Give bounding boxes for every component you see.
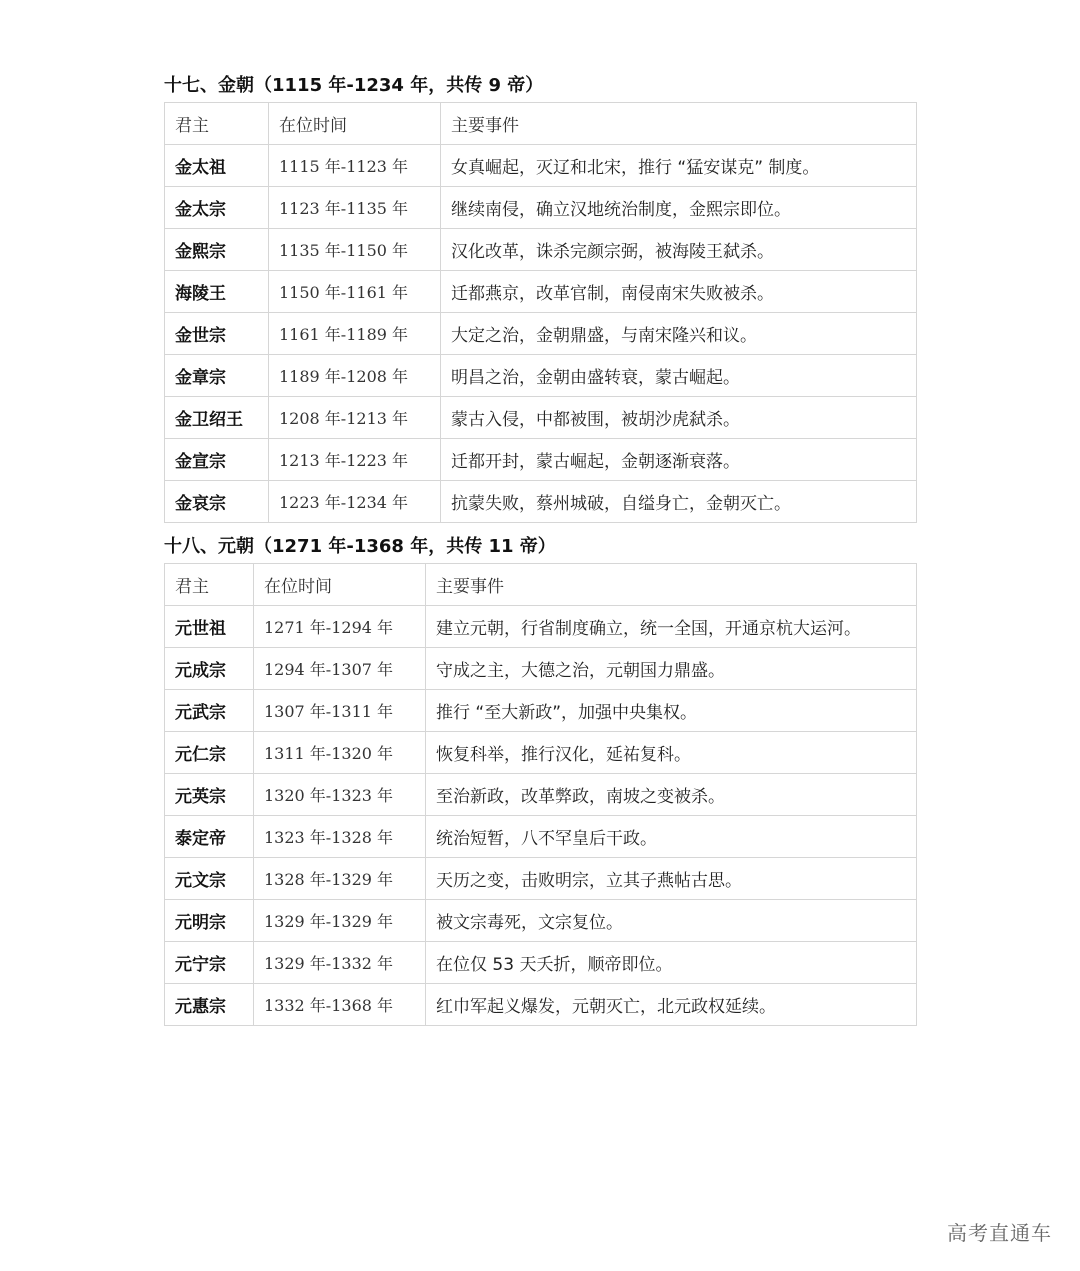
period-cell: 1123 年-1135 年: [269, 187, 441, 229]
table-header-row: [165, 564, 917, 606]
table-row: [165, 774, 917, 816]
header-ruler: 君主: [165, 564, 254, 606]
period-cell: 1329 年-1332 年: [254, 942, 426, 984]
period-cell: 1223 年-1234 年: [269, 481, 441, 523]
table-row: [165, 690, 917, 732]
ruler-cell: 金太宗: [165, 187, 269, 229]
table-row: [165, 397, 917, 439]
event-cell: 继续南侵，确立汉地统治制度，金熙宗即位。: [441, 187, 917, 229]
ruler-cell: 金哀宗: [165, 481, 269, 523]
event-cell: 被文宗毒死，文宗复位。: [426, 900, 917, 942]
event-cell: 红巾军起义爆发，元朝灭亡，北元政权延续。: [426, 984, 917, 1026]
period-cell: 1320 年-1323 年: [254, 774, 426, 816]
watermark: 高考直通车: [947, 1221, 1052, 1245]
table-row: [165, 606, 917, 648]
period-cell: 1307 年-1311 年: [254, 690, 426, 732]
table-row: [165, 355, 917, 397]
event-cell: 大定之治，金朝鼎盛，与南宋隆兴和议。: [441, 313, 917, 355]
ruler-cell: 元英宗: [165, 774, 254, 816]
ruler-cell: 元成宗: [165, 648, 254, 690]
event-cell: 推行 “至大新政”，加强中央集权。: [426, 690, 917, 732]
ruler-cell: 元仁宗: [165, 732, 254, 774]
period-cell: 1271 年-1294 年: [254, 606, 426, 648]
period-cell: 1150 年-1161 年: [269, 271, 441, 313]
period-cell: 1189 年-1208 年: [269, 355, 441, 397]
table-row: [165, 481, 917, 523]
ruler-cell: 金卫绍王: [165, 397, 269, 439]
ruler-cell: 元惠宗: [165, 984, 254, 1026]
jin-dynasty-table: [164, 102, 917, 523]
period-cell: 1323 年-1328 年: [254, 816, 426, 858]
header-period: 在位时间: [269, 103, 441, 145]
period-cell: 1161 年-1189 年: [269, 313, 441, 355]
event-cell: 在位仅 53 天夭折，顺帝即位。: [426, 942, 917, 984]
table-row: [165, 858, 917, 900]
header-events: 主要事件: [441, 103, 917, 145]
event-cell: 迁都开封，蒙古崛起，金朝逐渐衰落。: [441, 439, 917, 481]
table-row: [165, 648, 917, 690]
table-row: [165, 229, 917, 271]
period-cell: 1328 年-1329 年: [254, 858, 426, 900]
header-period: 在位时间: [254, 564, 426, 606]
period-cell: 1115 年-1123 年: [269, 145, 441, 187]
yuan-dynasty-table: [164, 563, 917, 1026]
event-cell: 守成之主，大德之治，元朝国力鼎盛。: [426, 648, 917, 690]
event-cell: 明昌之治，金朝由盛转衰，蒙古崛起。: [441, 355, 917, 397]
event-cell: 统治短暂，八不罕皇后干政。: [426, 816, 917, 858]
period-cell: 1311 年-1320 年: [254, 732, 426, 774]
ruler-cell: 金宣宗: [165, 439, 269, 481]
ruler-cell: 元明宗: [165, 900, 254, 942]
table-row: [165, 732, 917, 774]
period-cell: 1332 年-1368 年: [254, 984, 426, 1026]
table-header-row: [165, 103, 917, 145]
event-cell: 建立元朝，行省制度确立，统一全国，开通京杭大运河。: [426, 606, 917, 648]
period-cell: 1208 年-1213 年: [269, 397, 441, 439]
header-events: 主要事件: [426, 564, 917, 606]
event-cell: 迁都燕京，改革官制，南侵南宋失败被杀。: [441, 271, 917, 313]
period-cell: 1213 年-1223 年: [269, 439, 441, 481]
ruler-cell: 金世宗: [165, 313, 269, 355]
event-cell: 汉化改革，诛杀完颜宗弼，被海陵王弑杀。: [441, 229, 917, 271]
ruler-cell: 元世祖: [165, 606, 254, 648]
event-cell: 女真崛起，灭辽和北宋，推行 “猛安谋克” 制度。: [441, 145, 917, 187]
header-ruler: 君主: [165, 103, 269, 145]
event-cell: 恢复科举，推行汉化，延祐复科。: [426, 732, 917, 774]
table-row: [165, 439, 917, 481]
period-cell: 1135 年-1150 年: [269, 229, 441, 271]
section-title-yuan: 十八、元朝（1271 年-1368 年，共传 11 帝）: [164, 536, 556, 557]
table-row: [165, 145, 917, 187]
table-row: [165, 900, 917, 942]
ruler-cell: 海陵王: [165, 271, 269, 313]
table-row: [165, 313, 917, 355]
event-cell: 抗蒙失败，蔡州城破，自缢身亡，金朝灭亡。: [441, 481, 917, 523]
ruler-cell: 元宁宗: [165, 942, 254, 984]
event-cell: 天历之变，击败明宗，立其子燕帖古思。: [426, 858, 917, 900]
ruler-cell: 泰定帝: [165, 816, 254, 858]
ruler-cell: 金熙宗: [165, 229, 269, 271]
event-cell: 蒙古入侵，中都被围，被胡沙虎弑杀。: [441, 397, 917, 439]
ruler-cell: 元武宗: [165, 690, 254, 732]
table-row: [165, 271, 917, 313]
period-cell: 1294 年-1307 年: [254, 648, 426, 690]
table-row: [165, 187, 917, 229]
event-cell: 至治新政，改革弊政，南坡之变被杀。: [426, 774, 917, 816]
ruler-cell: 元文宗: [165, 858, 254, 900]
period-cell: 1329 年-1329 年: [254, 900, 426, 942]
ruler-cell: 金太祖: [165, 145, 269, 187]
table-row: [165, 816, 917, 858]
table-row: [165, 942, 917, 984]
section-title-jin: 十七、金朝（1115 年-1234 年，共传 9 帝）: [164, 75, 544, 96]
ruler-cell: 金章宗: [165, 355, 269, 397]
table-row: [165, 984, 917, 1026]
